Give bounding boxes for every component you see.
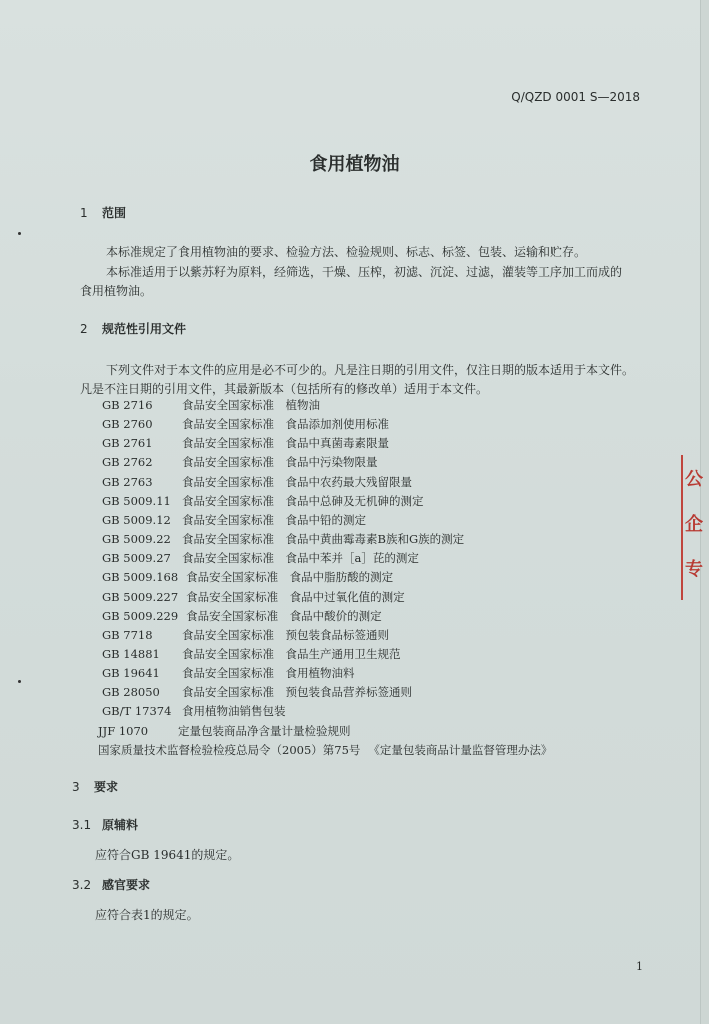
reference-code: GB 5009.12 [102, 513, 171, 527]
reference-title: 食品安全国家标准 食品中苯并［a］芘的测定 [182, 551, 419, 565]
document-title: 食用植物油 [309, 154, 400, 175]
reference-title: 食品安全国家标准 食品中脂肪酸的测定 [186, 570, 394, 584]
reference-title: 食品安全国家标准 食品中污染物限量 [182, 455, 378, 469]
reference-code: GB 5009.27 [102, 551, 171, 565]
reference-title: 食品安全国家标准 食品中农药最大残留限量 [182, 475, 412, 489]
reference-item [102, 569, 393, 585]
reference-code: GB 2760 [102, 417, 153, 431]
reference-code: GB 5009.168 [102, 570, 179, 584]
reference-item [102, 416, 389, 432]
reference-code: GB 5009.11 [102, 494, 171, 508]
reference-item [102, 703, 286, 719]
reference-item [102, 550, 419, 566]
paragraph: 本标准规定了食用植物油的要求、检验方法、检验规则、标志、标签、包装、运输和贮存。 [106, 245, 587, 259]
reference-code: GB 5009.227 [102, 590, 179, 604]
reference-title: 食品安全国家标准 食品生产通用卫生规范 [182, 647, 401, 661]
reference-code: 国家质量技术监督检验检疫总局令（2005）第75号 [98, 743, 361, 757]
reference-code: GB 14881 [102, 647, 160, 661]
stamp-char: 公 [685, 469, 703, 490]
reference-item [102, 474, 412, 490]
document-code: Q/QZD 0001 S—2018 [511, 90, 640, 104]
reference-title: 食品安全国家标准 食品中铅的测定 [182, 513, 366, 527]
section-title: 规范性引用文件 [102, 322, 187, 336]
reference-title: 食品安全国家标准 预包装食品标签通则 [182, 628, 389, 642]
reference-title: 食品安全国家标准 预包装食品营养标签通则 [182, 685, 412, 699]
reference-title: 食品安全国家标准 食品中真菌毒素限量 [182, 436, 389, 450]
reference-item [102, 531, 464, 547]
reference-title: 定量包装商品净含量计量检验规则 [178, 724, 351, 738]
reference-item [102, 665, 355, 681]
reference-item [102, 512, 366, 528]
section-title: 原辅料 [102, 818, 139, 832]
section-number: 1 [80, 206, 88, 220]
reference-item [102, 627, 389, 643]
reference-item [102, 684, 412, 700]
reference-item [102, 454, 378, 470]
section-3-2-heading [72, 876, 150, 893]
section-number: 3.2 [72, 878, 92, 892]
paragraph: 下列文件对于本文件的应用是必不可少的。凡是注日期的引用文件，仅注日期的版本适用于本文件。 [106, 363, 635, 377]
reference-code: GB/T 17374 [102, 704, 172, 718]
reference-title: 《定量包装商品计量监督管理办法》 [368, 743, 553, 757]
reference-item [98, 742, 552, 758]
reference-item [102, 589, 405, 605]
reference-code: GB 28050 [102, 685, 160, 699]
reference-code: GB 2763 [102, 475, 153, 489]
reference-item [102, 493, 424, 509]
reference-code: GB 7718 [102, 628, 153, 642]
paragraph-continuation: 凡是不注日期的引用文件，其最新版本（包括所有的修改单）适用于本文件。 [80, 382, 489, 396]
reference-code: GB 2762 [102, 455, 153, 469]
section-number: 3 [72, 780, 80, 794]
reference-title: 食品安全国家标准 食品中酸价的测定 [186, 609, 382, 623]
reference-item [102, 646, 401, 662]
section-3-1-heading [72, 816, 138, 833]
reference-title: 食品安全国家标准 食品中总砷及无机砷的测定 [182, 494, 424, 508]
section-1-heading [80, 204, 126, 221]
paragraph: 本标准适用于以紫苏籽为原料，经筛选，干燥、压榨，初滤、沉淀、过滤，灌装等工序加工而成的 [106, 265, 623, 279]
scan-speck [18, 232, 21, 235]
section-3-heading [72, 778, 118, 795]
page-number: 1 [636, 960, 643, 973]
reference-code: JJF 1070 [98, 724, 149, 738]
reference-code: GB 5009.229 [102, 609, 179, 623]
stamp-char: 企 [685, 514, 703, 535]
section-number: 2 [80, 322, 88, 336]
reference-title: 食品安全国家标准 食用植物油料 [182, 666, 355, 680]
reference-code: GB 19641 [102, 666, 160, 680]
reference-item [98, 723, 351, 739]
reference-item [102, 397, 320, 413]
reference-code: GB 2716 [102, 398, 153, 412]
red-seal-stamp [681, 455, 709, 600]
section-title: 要求 [94, 780, 119, 794]
reference-code: GB 2761 [102, 436, 153, 450]
section-number: 3.1 [72, 818, 92, 832]
paragraph-continuation: 食用植物油。 [80, 284, 153, 298]
section-2-heading [80, 320, 186, 337]
reference-title: 食品安全国家标准 食品中过氧化值的测定 [186, 590, 405, 604]
section-title: 感官要求 [102, 878, 151, 892]
reference-title: 食品安全国家标准 植物油 [182, 398, 320, 412]
reference-title: 食品安全国家标准 食品中黄曲霉毒素B族和G族的测定 [182, 532, 465, 546]
reference-title: 食品安全国家标准 食品添加剂使用标准 [182, 417, 389, 431]
paragraph: 应符合GB 19641的规定。 [95, 848, 240, 862]
scan-speck [18, 680, 21, 683]
section-title: 范围 [102, 206, 127, 220]
paragraph: 应符合表1的规定。 [95, 908, 199, 922]
reference-code: GB 5009.22 [102, 532, 171, 546]
reference-title: 食用植物油销售包装 [182, 704, 286, 718]
stamp-char: 专 [685, 559, 703, 580]
reference-item [102, 435, 389, 451]
reference-item [102, 608, 382, 624]
